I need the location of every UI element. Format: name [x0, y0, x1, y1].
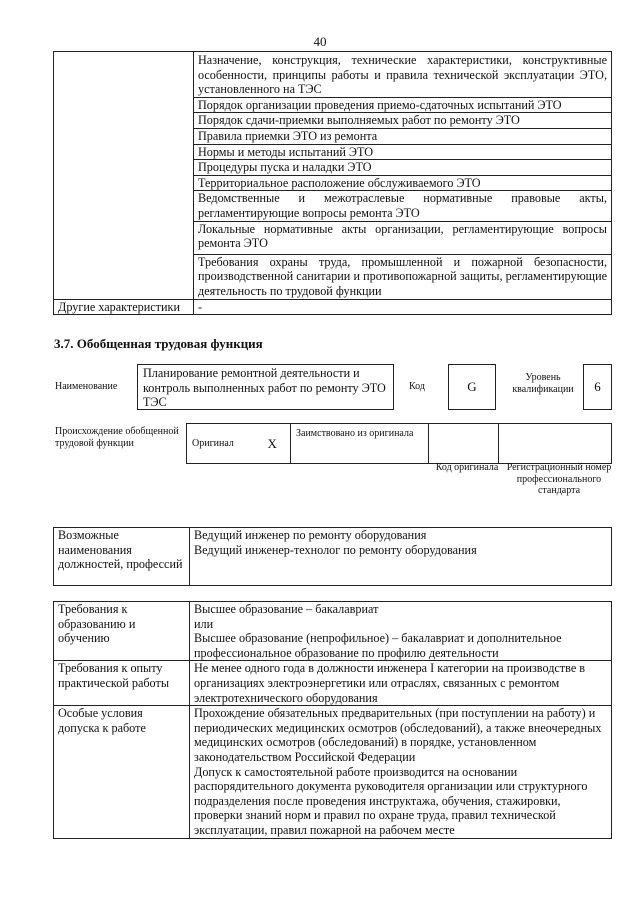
admission-line: Прохождение обязательных предварительных (при поступлении на работу) и периодических медицинских осмотров (обследований), а также внеочередных медицинских осмотров (обследований) в порядке, установленном законодательством Российской Федерации — [194, 706, 602, 764]
knowledge-row: Назначение, конструкция, технические характеристики, конструктивные особенности, принципы работы и правила технической эксплуатации ЭТО, установленного на ТЭС — [194, 52, 612, 98]
level-label: Уровень квалификации — [512, 372, 574, 395]
reg-number-caption: Регистрационный номер профессионального стандарта — [506, 462, 612, 496]
education-line: или — [194, 616, 214, 631]
name-label: Наименование — [55, 381, 118, 392]
borrowed-label: Заимствовано из оригинала — [291, 424, 429, 464]
knowledge-label-cell — [54, 52, 194, 300]
knowledge-row: Порядок организации проведения приемо-сдаточных испытаний ЭТО — [194, 97, 612, 113]
education-values — [190, 602, 612, 661]
level-value: 6 — [583, 364, 612, 410]
page-number: 40 — [313, 34, 327, 49]
origin-label: Происхождение обобщенной трудовой функции — [55, 426, 179, 449]
experience-value: Не менее одного года в должности инженера I категории на производстве в организациях электроэнергетики или отраслях, связанных с ремонтом электротехнического оборудования — [190, 661, 612, 706]
code-value: G — [448, 364, 496, 410]
admission-values — [190, 706, 612, 838]
knowledge-row: Локальные нормативные акты организации, регламентирующие вопросы ремонта ЭТО — [194, 221, 612, 254]
knowledge-row: Нормы и методы испытаний ЭТО — [194, 144, 612, 160]
origin-table — [186, 423, 612, 464]
code-original-caption: Код оригинала — [435, 462, 499, 473]
knowledge-row: Порядок сдачи-приемки выполняемых работ по ремонту ЭТО — [194, 113, 612, 129]
knowledge-table — [53, 51, 612, 315]
reg-number-cell — [499, 424, 612, 464]
original-mark: X — [255, 424, 291, 464]
knowledge-row: Процедуры пуска и наладки ЭТО — [194, 160, 612, 176]
knowledge-row: Правила приемки ЭТО из ремонта — [194, 128, 612, 144]
positions-values — [190, 528, 612, 586]
other-characteristics-label: Другие характеристики — [54, 299, 194, 315]
education-line: Высшее образование (непрофильное) – бакалавриат и дополнительное профессиональное образование по профилю деятельности — [194, 631, 562, 660]
code-original-cell — [429, 424, 499, 464]
position-item: Ведущий инженер-технолог по ремонту оборудования — [194, 542, 477, 557]
positions-table — [53, 527, 612, 586]
knowledge-row: Территориальное расположение обслуживаемого ЭТО — [194, 175, 612, 191]
education-line: Высшее образование – бакалавриат — [194, 602, 379, 616]
function-name-box: Планирование ремонтной деятельности и контроль выполненных работ по ремонту ЭТО ТЭС — [137, 364, 394, 410]
admission-label: Особые условия допуска к работе — [54, 706, 190, 838]
other-characteristics-value: - — [194, 299, 612, 315]
positions-label: Возможные наименования должностей, профессий — [54, 528, 190, 586]
position-item: Ведущий инженер по ремонту оборудования — [194, 528, 427, 542]
section-title: 3.7. Обобщенная трудовая функция — [54, 336, 263, 351]
code-label: Код — [409, 381, 425, 392]
experience-label: Требования к опыту практической работы — [54, 661, 190, 706]
admission-line: Допуск к самостоятельной работе производится на основании распорядительного документа руководителя организации или структурного подразделения после проведения инструктажа, обучения, стажировки, проверки знаний норм и правил по охране труда, правил технической эксплуатации, правил пожарной на рабочем месте — [194, 764, 588, 837]
requirements-table — [53, 601, 612, 839]
knowledge-row: Требования охраны труда, промышленной и пожарной безопасности, производственной санитарии и противопожарной защиты, регламентирующие деятельность по трудовой функции — [194, 254, 612, 299]
knowledge-row: Ведомственные и межотраслевые нормативные правовые акты, регламентирующие вопросы ремонта ЭТО — [194, 191, 612, 221]
education-label: Требования к образованию и обучению — [54, 602, 190, 661]
original-label: Оригинал — [187, 424, 255, 464]
